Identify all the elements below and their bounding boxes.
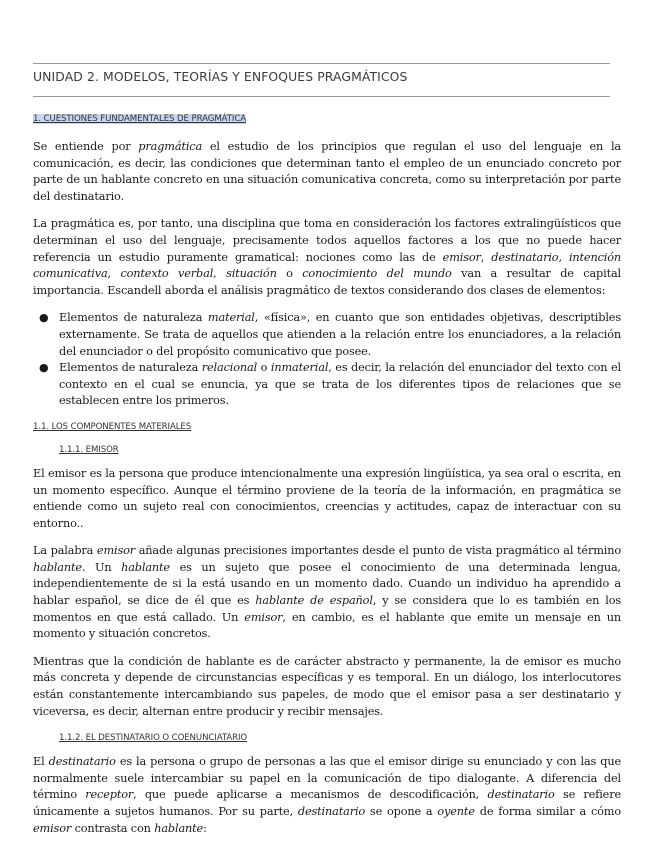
title-bottom-rule [33, 96, 610, 97]
top-rule [33, 63, 610, 64]
section-heading-1-1-2: 1.1.2. EL DESTINATARIO O COENUNCIATARIO [59, 733, 248, 744]
list-item-material: ● Elementos de naturaleza material, «física», en cuanto que son entidades objetivas, descriptibles externamente. Se trata de aquellos que atienden a la relación entre los enunciadores, a la relación del enunciador o del propósito comunicativo que posee. [39, 311, 621, 358]
section-heading-1-1-1: 1.1.1. EMISOR [59, 444, 119, 455]
unit-title: UNIDAD 2. MODELOS, TEORÍAS Y ENFOQUES PRAGMÁTICOS [33, 69, 408, 84]
paragraph-destinatario-definition: El destinatario es la persona o grupo de personas a las que el emisor dirige su enunciado y con las que normalmente suele intercambiar su papel en la comunicación de tipo dialogante. A diferencia del término receptor, que puede aplicarse a mecanismos de descodificación, destinatario se refiere únicamente a sujetos humanos. Por su parte, destinatario se opone a oyente de forma similar a cómo emisor contrasta con hablante: [33, 755, 621, 835]
paragraph-emisor-hablante: La palabra emisor añade algunas precisiones importantes desde el punto de vista pragmático al término hablante. Un hablante es un sujeto que posee el conocimiento de una determinada lengua, independientemente de si la está usando en un momento dado. Cuando un individuo ha aprendido a hablar español, se dice de él que es hablante de español, y se considera que lo es también en los momentos en que está callado. Un emisor, en cambio, es el hablante que emite un mensaje en un momento y situación concretos. [33, 544, 621, 641]
paragraph-emisor-definition: El emisor es la persona que produce intencionalmente una expresión lingüística, ya sea oral o escrita, en un momento específico. Aunque el término proviene de la teoría de la información, en pragmática se entiende como un sujeto real con conocimientos, creencias y actitudes, capaz de interactuar con su entorno.. [33, 466, 621, 530]
section-heading-1 [33, 112, 621, 126]
elements-list [33, 310, 621, 410]
bullet-icon: ● [39, 311, 49, 325]
paragraph-pragmatica-definition: Se entiende por pragmática el estudio de los principios que regulan el uso del lenguaje en la comunicación, es decir, las condiciones que determinan tanto el empleo de un enunciado concreto por parte de un hablante concreto en una situación comunicativa concreta, como su interpretación por parte del destinatario. [33, 140, 621, 203]
paragraph-pragmatica-discipline: La pragmática es, por tanto, una disciplina que toma en consideración los factores extralingüísticos que determinan el uso del lenguaje, precisamente todos aquellos factores a los que no puede hacer referencia un estudio puramente gramatical: nociones como las de emisor, destinatario, intención comunicativa, contexto verbal, situación o conocimiento del mundo van a resultar de capital importancia. Escandell aborda el análisis pragmático de textos considerando dos clases de elementos: [33, 217, 622, 297]
section-heading-1-text: 1. CUESTIONES FUNDAMENTALES DE PRAGMÁTICA [33, 114, 247, 124]
paragraph-emisor-temporal: Mientras que la condición de hablante es de carácter abstracto y permanente, la de emisor es mucho más concreta y depende de circunstancias específicas y es temporal. En un diálogo, los interlocutores están constantemente intercambiando sus papeles, de modo que el emisor pasa a ser destinatario y viceversa, es decir, alternan entre producir y recibir mensajes. [33, 654, 621, 718]
list-item-relacional: ● Elementos de naturaleza relacional o inmaterial, es decir, la relación del enunciador del texto con el contexto en el cual se enuncia, ya que se trata de los diferentes tipos de relaciones que se establecen entre los primeros. [39, 361, 621, 408]
section-heading-1-1: 1.1. LOS COMPONENTES MATERIALES [33, 421, 192, 432]
document-body [33, 112, 621, 848]
bullet-icon: ● [39, 361, 49, 375]
